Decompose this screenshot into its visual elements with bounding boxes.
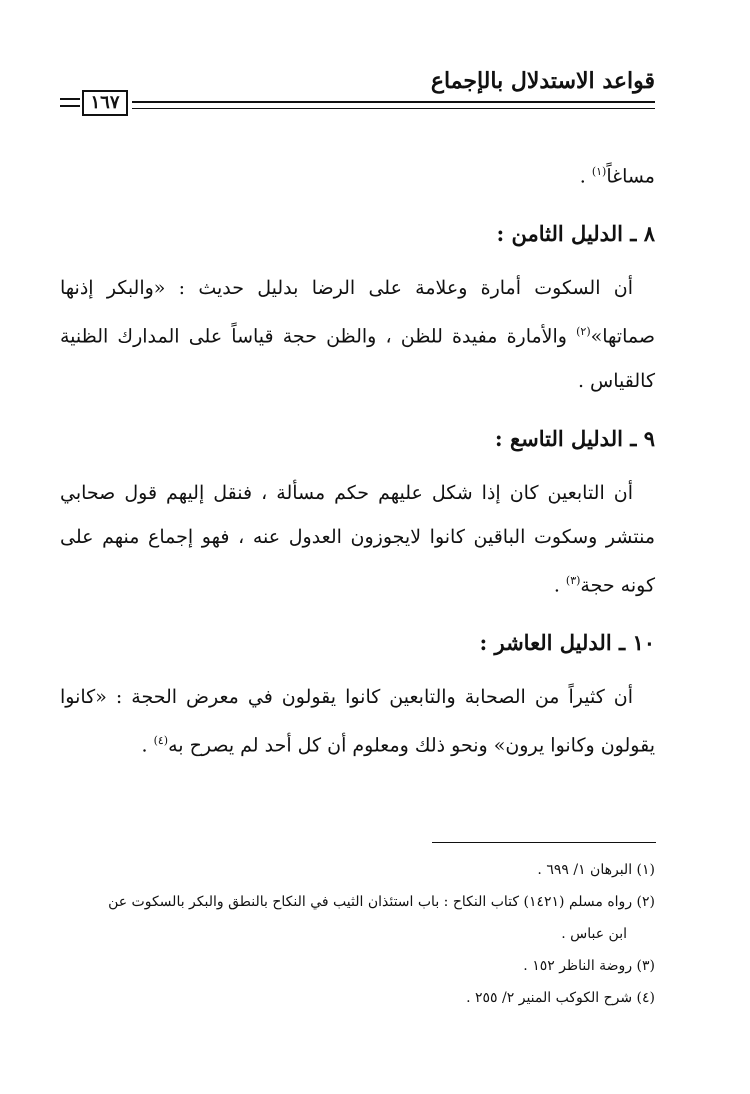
- footnote-ref: (٤): [153, 733, 169, 747]
- header-rule-thick: [132, 101, 655, 103]
- footnote-text: (٢) رواه مسلم (١٤٢١) كتاب النكاح : باب استئذان الثيب في النكاح بالنطق والبكر بالسكوت عن: [108, 894, 655, 910]
- paragraph-text: أن كثيراً من الصحابة والتابعين كانوا يقولون في معرض الحجة : «كانوا يقولون وكانوا يرون» ونحو ذلك ومعلوم أن كل أحد لم يصرح به: [60, 685, 655, 757]
- footnote-2: [60, 886, 655, 950]
- footnote-1: (١) البرهان ١/ ٦٩٩ .: [537, 862, 655, 878]
- paragraph-text: أن السكوت أمارة وعلامة على الرضا بدليل حديث : «والبكر إذنها صماتها»: [60, 277, 655, 348]
- paragraph-text: والأمارة مفيدة للظن ، والظن حجة قياساً على المدارك الظنية كالقياس .: [60, 325, 655, 392]
- header-title: قواعد الاستدلال بالإجماع: [430, 68, 655, 94]
- footnote-ref: (٢): [576, 325, 591, 339]
- paragraph-text: أن التابعين كان إذا شكل عليهم حكم مسألة ، فنقل إليهم قول صحابي منتشر وسكوت الباقين كانوا لايجوزون العدول عنه ، فهو إجماع منهم على كونه حجة: [60, 481, 655, 596]
- page-number: ١٦٧: [82, 90, 128, 116]
- section-heading-10: ١٠ ـ الدليل العاشر :: [479, 629, 655, 655]
- footnote-continuation: ابن عباس .: [561, 926, 627, 942]
- footnote-ref: (١): [591, 165, 607, 178]
- section-heading-9: ٩ ـ الدليل التاسع :: [494, 425, 655, 451]
- footnote-3: (٣) روضة الناظر ١٥٢ .: [523, 958, 655, 974]
- paragraph-end: .: [141, 734, 154, 757]
- footnote-4: (٤) شرح الكوكب المنير ٢/ ٢٥٥ .: [466, 990, 655, 1006]
- paragraph-end: .: [553, 573, 566, 596]
- paragraph-10: [60, 675, 655, 767]
- paragraph-continuation: [60, 150, 655, 198]
- paragraph-end: .: [579, 165, 592, 188]
- section-heading-8: ٨ ـ الدليل الثامن :: [496, 221, 655, 247]
- paragraph-text: مساغاً: [606, 165, 655, 188]
- footnote-ref: (٣): [565, 573, 581, 587]
- main-text: [60, 150, 655, 767]
- header-rule-thin: [132, 108, 655, 109]
- footnote-separator: [432, 842, 656, 843]
- footnotes: [60, 854, 655, 1014]
- paragraph-8: [60, 266, 655, 402]
- running-header: [60, 68, 655, 118]
- header-rule-stub: [60, 105, 80, 107]
- header-rule-stub: [60, 98, 80, 100]
- paragraph-9: [60, 471, 655, 607]
